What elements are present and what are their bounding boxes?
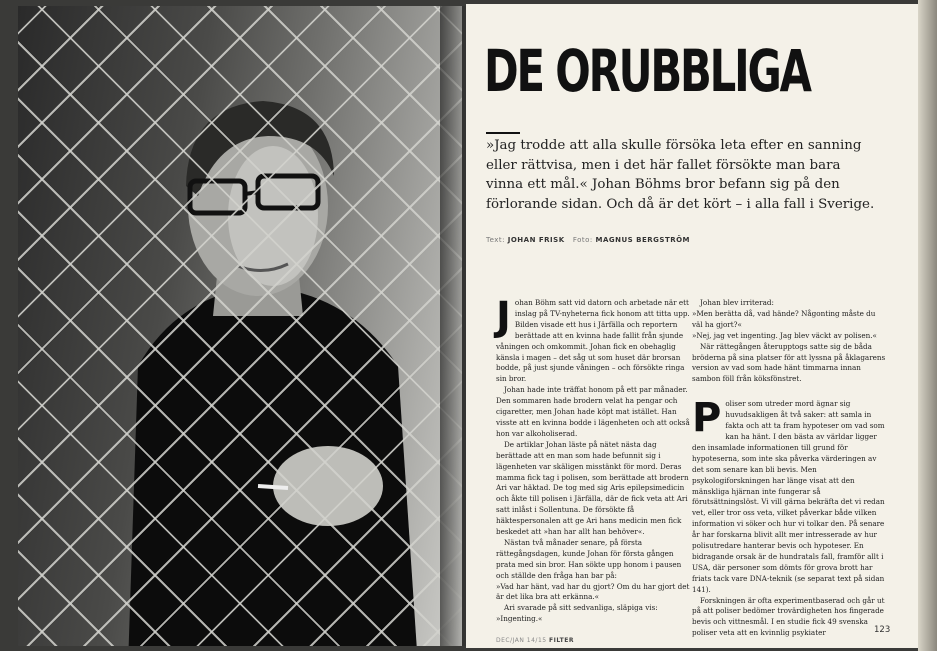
text-credit-label: Text: [486,236,506,244]
paragraph: Johan hade inte träffat honom på ett par månader. Den sommaren hade brodern velat ha pengar och cigaretter, men Johan hade köpt mat istället. Han visste att en kvinna bodde i lägenheten och att också hon var alkoholiserad. [496,385,690,438]
drop-cap: J [496,294,511,340]
body-column-1 [496,294,692,625]
magazine-brand: FILTER [549,637,574,644]
paragraph: »Ingenting.« [496,614,543,624]
issue-date: DEC/JAN 14/15 [496,637,547,644]
headline-rule [486,132,520,134]
paragraph: Johan blev irriterad: [700,298,774,307]
paragraph: »Nej, jag vet ingenting. Jag blev väckt av polisen.« [692,330,877,340]
section-break [692,385,888,399]
paragraph: »Men berätta då, vad hände? Någonting måste du väl ha gjort?« [692,308,876,329]
page-number: 123 [874,625,891,635]
chain-link-fence [18,6,462,646]
portrait-photo [18,6,462,646]
article-page [466,4,918,648]
headline: DE ORUBBLIGA [484,37,810,105]
paragraph: Ari svarade på sitt sedvanliga, släpiga vis: [504,603,658,613]
byline [486,236,690,244]
issue-footer [496,637,574,644]
paragraph: »Vad har hänt, vad har du gjort? Om du har gjort det är det lika bra att erkänna.« [496,581,690,602]
photo-credit-label: Foto: [572,236,593,244]
photo-credit-name: MAGNUS BERGSTRÖM [595,236,691,244]
drop-cap: P [692,395,722,442]
paragraph: Nästan två månader senare, på första rättegångsdagen, kunde Johan för första gången prata med sin bror. Han sökte upp honom i pausen och ställde den fråga han bar på: [496,537,682,580]
paragraph: Forskningen är ofta experimentbaserad och går ut på att poliser bedömer trovärdigheten hos fingerade bevis och vittnesmål. I en studie fick 49 svenska poliser veta att en kvinnlig psykiater [692,595,885,638]
paragraph [692,395,888,595]
article-deck: »Jag trodde att alla skulle försöka leta efter en sanning eller rättvisa, men i det här fallet försökte man bara vinna ett mål.« Johan Böhms bror befann sig på den förlorande sidan. Och då är det kört – i alla fall i Sverige. [486,138,875,212]
paragraph-text: ohan Böhm satt vid datorn och arbetade när ett inslag på TV-nyheterna fick honom att titta upp. Bilden visade ett hus i Järfälla och reportern berättade att en kvinna hade fallit från sjunde våningen och omkommit. Johan fick en obehaglig känsla i magen – det såg ut som huset där brorsan bodde, på just sjunde våningen – och försökte ringa sin bror. [496,298,690,384]
paragraph-text: oliser som utreder mord ägnar sig huvudsakligen åt två saker: att samla in fakta och att ta fram hypoteser om vad som kan ha hänt. I den bästa av världar ligger den insamlade informationen till grund för hypoteserna, som inte ska påverka värderingen av det som senare kan bli bevis. Men psykologiforskningen har länge visat att den mänskliga hjärnan inte fungerar så förutsättningslöst. Vi vill gärna bekräfta det vi redan vet, eller tror oss veta, vilket påverkar både vilken information vi söker och hur vi tolkar den. På senare år har forskarna blivit allt mer intresserade av hur polisutredare hanterar bevis och hypoteser. En bidragande orsak är de hundratals fall, framför allt i USA, där personer som dömts för grova brott har friats tack vare DNA-teknik (se separat text på sidan 141). [692,399,885,594]
paragraph [496,294,692,385]
text-credit-name: JOHAN FRISK [507,236,565,244]
paragraph: När rättegången återupptogs satte sig de båda bröderna på sina platser för att lyssna på åklagarens version av vad som hade hänt timmarna innan sambon föll från köksfönstret. [692,341,886,384]
page-edge [918,0,937,651]
body-column-2 [692,298,891,639]
paragraph: De artiklar Johan läste på nätet nästa dag berättade att en man som hade befunnit sig i lägenheten var skäligen misstänkt för mord. Deras mamma fick tag i polisen, som berättade att brodern Ari var häktad. De tog med sig Aris epilepsimedicin och åkte till polisen i Järfälla, där de fick veta att Ari satt inlåst i Sollentuna. De försökte få häktespersonalen att ge Ari hans medicin men fick beskedet att »han har allt han behöver«. [496,439,689,537]
